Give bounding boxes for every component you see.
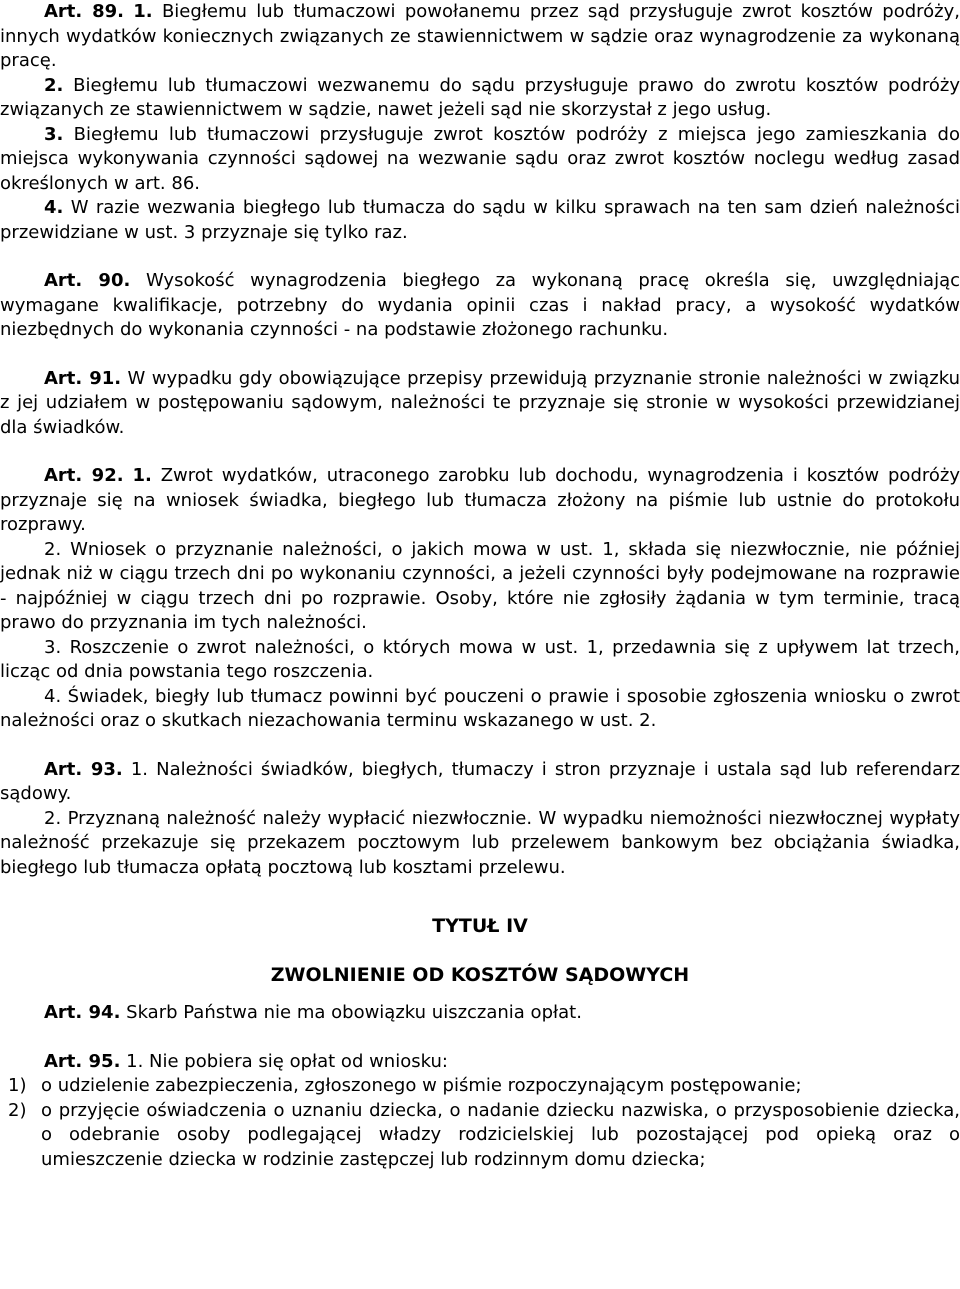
art-95-paragraph-1 (0, 1050, 960, 1075)
art-92-label: Art. 92. (44, 465, 124, 486)
art-89-p3-number: 3. (44, 123, 64, 145)
art-90-label: Art. 90. (44, 270, 131, 291)
art-90-text: Wysokość wynagrodzenia biegłego za wykonaną pracę określa się, uwzględniając wymagane kwalifikacje, potrzebny do wydania opinii czas i nakład pracy, a wysokość wydatków niezbędnych do wykonania czynności - na podstawie złożonego rachunku. (0, 270, 960, 340)
list-item-marker: 1) (8, 1075, 27, 1096)
art-89-label: Art. 89. (44, 1, 124, 22)
list-item-text: o przyjęcie oświadczenia o uznaniu dziecka, o nadanie dziecku nazwiska, o przysposobienie dziecka, o odebranie osoby podlegającej władzy rodzicielskiej lub pozostającej pod opieką oraz o umieszczenie dziecka w rodzinie zastępczej lub rodzinnym domu dziecka; (41, 1099, 960, 1170)
art-89-p4-number: 4. (44, 197, 64, 218)
art-94-label: Art. 94. (44, 1002, 121, 1023)
art-91-paragraph (0, 367, 960, 441)
art-91-text: W wypadku gdy obowiązujące przepisy przewidują przyznanie stronie należności w związku z jej udziałem w postępowaniu sądowym, należności te przyznaje się stronie w wysokości przewidzianej dla świadków. (0, 367, 960, 438)
art-95-p1-text: 1. Nie pobiera się opłat od wniosku: (126, 1050, 448, 1072)
art-94-paragraph (0, 1001, 960, 1026)
art-93-paragraph-1 (0, 758, 960, 807)
art-93-label: Art. 93. (44, 758, 123, 780)
art-89-paragraph-2 (0, 74, 960, 123)
list-item-marker: 2) (8, 1099, 27, 1121)
art-89-p1-number: 1. (133, 1, 153, 22)
art-89-paragraph-4 (0, 196, 960, 245)
art-92-paragraph-2: 2. Wniosek o przyznanie należności, o jakich mowa w ust. 1, składa się niezwłocznie, nie później jednak niż w ciągu trzech dni po wykonaniu czynności, a jeżeli czynności były podejmowane na rozprawie - najpóźniej w ciągu trzech dni po rozprawie. Osoby, które nie zgłosiły żądania w tym terminie, tracą prawo do przyznania im tych należności. (0, 538, 960, 633)
art-92-paragraph-3: 3. Roszczenie o zwrot należności, o których mowa w ust. 1, przedawnia się z upływem lat trzech, licząc od dnia powstania tego roszczenia. (0, 636, 960, 682)
art-93-paragraph-2: 2. Przyznaną należność należy wypłacić niezwłocznie. W wypadku niemożności niezwłocznej wypłaty należność przekazuje się przekazem pocztowym lub przelewem bankowym bez obciążania świadka, biegłego lub tłumacza opłatą pocztową lub kosztami przelewu. (0, 807, 960, 878)
art-89-paragraph-3 (0, 123, 960, 197)
art-92-p1-text: Zwrot wydatków, utraconego zarobku lub dochodu, wynagrodzenia i kosztów podróży przyznaje się na wniosek świadka, biegłego lub tłumacza złożony na piśmie lub ustnie do protokołu rozprawy. (0, 465, 960, 535)
art-89-p1-text: Biegłemu lub tłumaczowi powołanemu przez sąd przysługuje zwrot kosztów podróży, innych wydatków koniecznych związanych ze stawiennictwem w sądzie oraz wynagrodzenie za wykonaną pracę. (0, 1, 960, 71)
art-92-p1-number: 1. (132, 465, 152, 486)
art-89-p2-text: Biegłemu lub tłumaczowi wezwanemu do sądu przysługuje prawo do zwrotu kosztów podróży związanych ze stawiennictwem w sądzie, nawet jeżeli sąd nie skorzystał z jego usług. (0, 74, 960, 120)
art-89-p2-number: 2. (44, 74, 64, 96)
art-89-p4-text: W razie wezwania biegłego lub tłumacza do sądu w kilku sprawach na ten sam dzień należności przewidziane w ust. 3 przyznaje się tylko raz. (0, 197, 960, 243)
art-91-label: Art. 91. (44, 367, 122, 389)
art-94-text: Skarb Państwa nie ma obowiązku uiszczania opłat. (126, 1002, 582, 1023)
art-95-list-item-2 (0, 1099, 960, 1173)
art-90-paragraph (0, 269, 960, 343)
art-93-p1-text: 1. Należności świadków, biegłych, tłumaczy i stron przyznaje i ustala sąd lub referendarz sądowy. (0, 758, 960, 804)
art-92-paragraph-1 (0, 464, 960, 538)
art-95-label: Art. 95. (44, 1050, 121, 1072)
art-95-list-item-1 (0, 1074, 960, 1099)
list-item-text: o udzielenie zabezpieczenia, zgłoszonego w piśmie rozpoczynającym postępowanie; (41, 1075, 802, 1096)
art-89-paragraph-1 (0, 0, 960, 74)
title-name-heading: ZWOLNIENIE OD KOSZTÓW SĄDOWYCH (270, 963, 690, 986)
title-number-heading: TYTUŁ IV (432, 915, 528, 937)
art-92-paragraph-4: 4. Świadek, biegły lub tłumacz powinni być pouczeni o prawie i sposobie zgłoszenia wniosku o zwrot należności oraz o skutkach niezachowania terminu wskazanego w ust. 2. (0, 685, 960, 731)
art-89-p3-text: Biegłemu lub tłumaczowi przysługuje zwrot kosztów podróży z miejsca jego zamieszkania do miejsca wykonywania czynności sądowej na wezwanie sądu oraz zwrot kosztów noclegu według zasad określonych w art. 86. (0, 123, 960, 194)
